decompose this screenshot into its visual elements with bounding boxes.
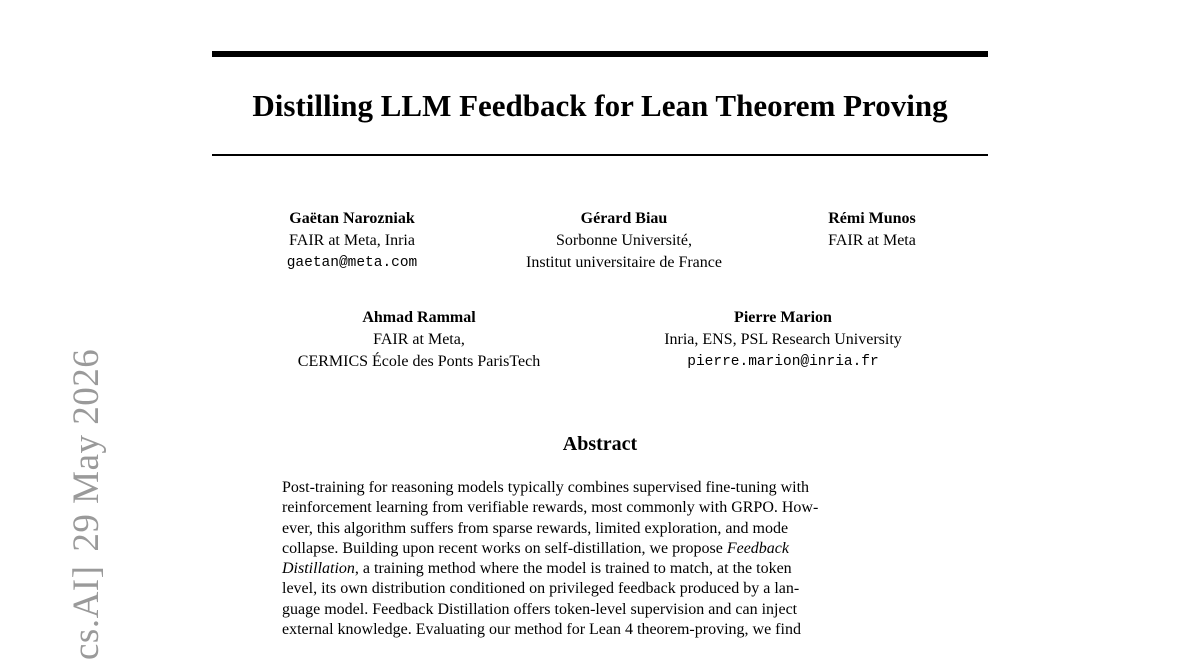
abstract-line: external knowledge. Evaluating our method for Lean 4 theorem-proving, we find [282,621,801,639]
author-affiliation: FAIR at Meta, Inria [289,232,415,249]
abstract-heading: Abstract [562,433,638,455]
arxiv-sidebar-stamp [28,330,107,660]
author-email[interactable]: pierre.marion@inria.fr [687,354,879,370]
title-top-rule [212,51,988,57]
abstract-line: reinforcement learning from verifiable rewards, most commonly with GRPO. How- [282,499,819,517]
author-name: Gérard Biau [580,210,668,227]
author-affiliation: Institut universitaire de France [526,254,722,271]
abstract-text: , a training method where the model is trained to match, at the token [354,560,792,578]
author-email[interactable]: gaetan@meta.com [286,255,418,271]
abstract-text: collapse. Building upon recent works on self-distillation, we propose [282,539,727,557]
abstract-line [282,539,922,559]
author-block-biau [494,208,754,274]
author-name: Ahmad Rammal [362,309,476,326]
author-block-rammal [254,307,584,373]
author-affiliation: CERMICS École des Ponts ParisTech [297,353,541,370]
author-block-marion [623,307,943,373]
abstract-line: guage model. Feedback Distillation offers token-level supervision and can inject [282,600,798,618]
title-bottom-rule [212,154,988,156]
arxiv-date: 29 May 2026 [66,348,107,552]
paper-title: Distilling LLM Feedback for Lean Theorem Proving [252,88,948,123]
author-affiliation: Sorbonne Université, [556,232,692,249]
abstract-line: ever, this algorithm suffers from sparse rewards, limited exploration, and mode [282,519,789,537]
author-affiliation: FAIR at Meta, [373,331,465,348]
author-affiliation: Inria, ENS, PSL Research University [664,331,902,348]
abstract-line: Post-training for reasoning models typically combines supervised fine-tuning with [282,479,810,496]
abstract-line [282,559,922,579]
method-name-italic: Distillation [282,560,355,578]
author-block-narozniak [252,208,452,274]
method-name-italic: Feedback [726,539,789,557]
abstract-body [282,478,922,640]
abstract-line: level, its own distribution conditioned on privileged feedback produced by a lan- [282,580,800,598]
author-name: Gaëtan Narozniak [289,210,415,227]
author-name: Pierre Marion [734,309,832,326]
arxiv-category: cs.AI] [66,565,107,660]
author-block-munos [792,208,952,252]
author-name: Rémi Munos [828,210,916,227]
author-affiliation: FAIR at Meta [828,232,916,249]
